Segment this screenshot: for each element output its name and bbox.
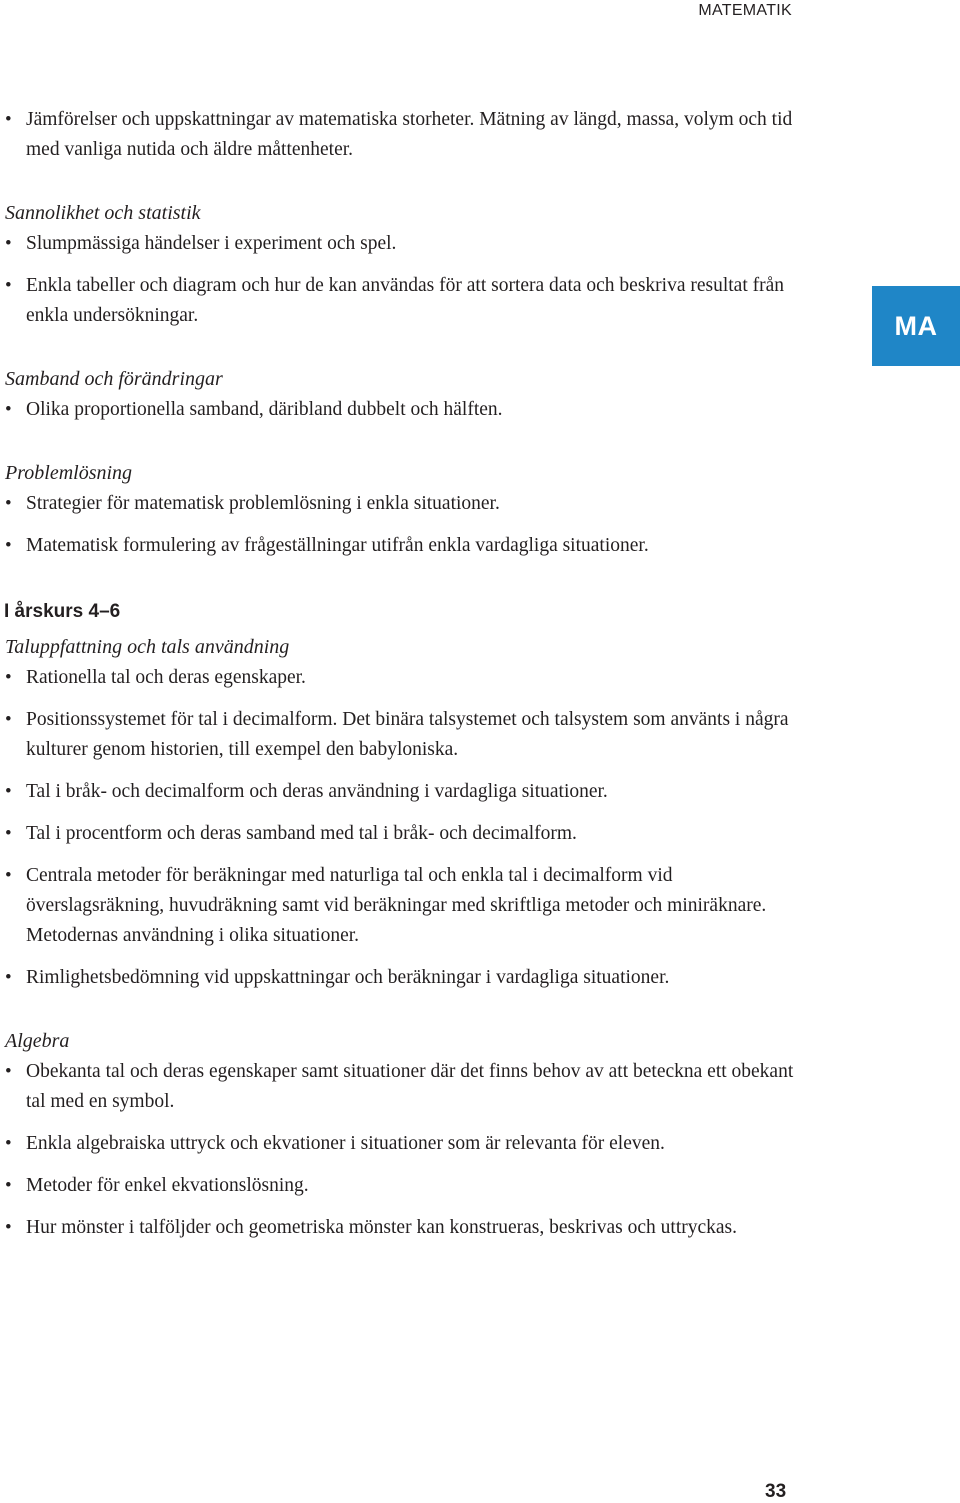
section-spacer bbox=[0, 177, 800, 199]
list-item-text: Rimlighetsbedömning vid uppskattningar och beräkningar i vardagliga situationer. bbox=[26, 967, 670, 988]
subsection-heading: Sannolikhet och statistik bbox=[5, 202, 201, 224]
bullet-icon: • bbox=[5, 109, 12, 130]
list-item bbox=[0, 861, 800, 951]
bullet-icon: • bbox=[5, 275, 12, 296]
list-item-text: Tal i bråk- och decimalform och deras användning i vardagliga situationer. bbox=[26, 781, 608, 802]
list-item-text: Olika proportionella samband, däribland dubbelt och hälften. bbox=[26, 399, 503, 420]
list-item-text: Enkla algebraiska uttryck och ekvationer i situationer som är relevanta för eleven. bbox=[26, 1133, 665, 1154]
grade-heading: I årskurs 4–6 bbox=[4, 601, 121, 622]
list-item bbox=[0, 229, 800, 259]
page-number: 33 bbox=[765, 1481, 787, 1502]
list-item bbox=[0, 663, 800, 693]
list-item-text: Rationella tal och deras egenskaper. bbox=[26, 667, 306, 688]
list-item-text: Jämförelser och uppskattningar av matematiska storheter. Mätning av längd, massa, volym och tid med vanliga nutida och äldre måttenheter. bbox=[26, 109, 793, 160]
list-item bbox=[0, 489, 800, 519]
subsection-heading: Problemlösning bbox=[5, 462, 133, 484]
list-item-text: Obekanta tal och deras egenskaper samt situationer där det finns behov av att beteckna ett obekant tal med en symbol. bbox=[26, 1061, 794, 1112]
list-item bbox=[0, 819, 800, 849]
subsection-heading: Algebra bbox=[5, 1030, 70, 1052]
list-item bbox=[0, 531, 800, 561]
section-spacer bbox=[0, 1005, 800, 1027]
bullet-icon: • bbox=[5, 1175, 12, 1196]
list-item-text: Centrala metoder för beräkningar med naturliga tal och enkla tal i decimalform vid överslagsräkning, huvudräkning samt vid beräkningar med skriftliga metoder och miniräknare. Metodernas användning i olika situationer. bbox=[26, 865, 767, 946]
bullet-icon: • bbox=[5, 493, 12, 514]
bullet-icon: • bbox=[5, 1061, 12, 1082]
list-item bbox=[0, 105, 800, 165]
list-item bbox=[0, 963, 800, 993]
list-item bbox=[0, 395, 800, 425]
bullet-icon: • bbox=[5, 1133, 12, 1154]
list-item bbox=[0, 1129, 800, 1159]
list-item bbox=[0, 1171, 800, 1201]
section-spacer bbox=[0, 437, 800, 459]
list-item-text: Slumpmässiga händelser i experiment och spel. bbox=[26, 233, 397, 254]
list-item bbox=[0, 777, 800, 807]
list-item-text: Enkla tabeller och diagram och hur de kan användas för att sortera data och beskriva resultat från enkla undersökningar. bbox=[26, 275, 785, 326]
bullet-icon: • bbox=[5, 823, 12, 844]
section-tab-label: MA bbox=[894, 310, 938, 341]
list-item bbox=[0, 1057, 800, 1117]
list-item bbox=[0, 705, 800, 765]
bullet-icon: • bbox=[5, 399, 12, 420]
list-item bbox=[0, 271, 800, 331]
bullet-icon: • bbox=[5, 865, 12, 886]
bullet-icon: • bbox=[5, 781, 12, 802]
list-item-text: Positionssystemet för tal i decimalform. Det binära talsystemet och talsystem som använts i några kulturer genom historien, till exempel den babyloniska. bbox=[26, 709, 789, 760]
bullet-icon: • bbox=[5, 233, 12, 254]
bullet-icon: • bbox=[5, 667, 12, 688]
running-head: MATEMATIK bbox=[698, 2, 792, 19]
list-item-text: Hur mönster i talföljder och geometriska mönster kan konstrueras, beskrivas och uttryckas. bbox=[26, 1217, 738, 1238]
list-item-text: Tal i procentform och deras samband med tal i bråk- och decimalform. bbox=[26, 823, 577, 844]
list-item-text: Matematisk formulering av frågeställningar utifrån enkla vardagliga situationer. bbox=[26, 535, 649, 556]
list-item-text: Strategier för matematisk problemlösning i enkla situationer. bbox=[26, 493, 500, 514]
list-item bbox=[0, 1213, 800, 1243]
bullet-icon: • bbox=[5, 967, 12, 988]
subsection-heading: Taluppfattning och tals användning bbox=[5, 636, 290, 658]
bullet-icon: • bbox=[5, 709, 12, 730]
bullet-icon: • bbox=[5, 535, 12, 556]
list-item-text: Metoder för enkel ekvationslösning. bbox=[26, 1175, 309, 1196]
bullet-icon: • bbox=[5, 1217, 12, 1238]
content-column bbox=[0, 105, 800, 1255]
section-tab bbox=[872, 286, 960, 366]
section-spacer bbox=[0, 343, 800, 365]
subsection-heading: Samband och förändringar bbox=[5, 368, 223, 390]
